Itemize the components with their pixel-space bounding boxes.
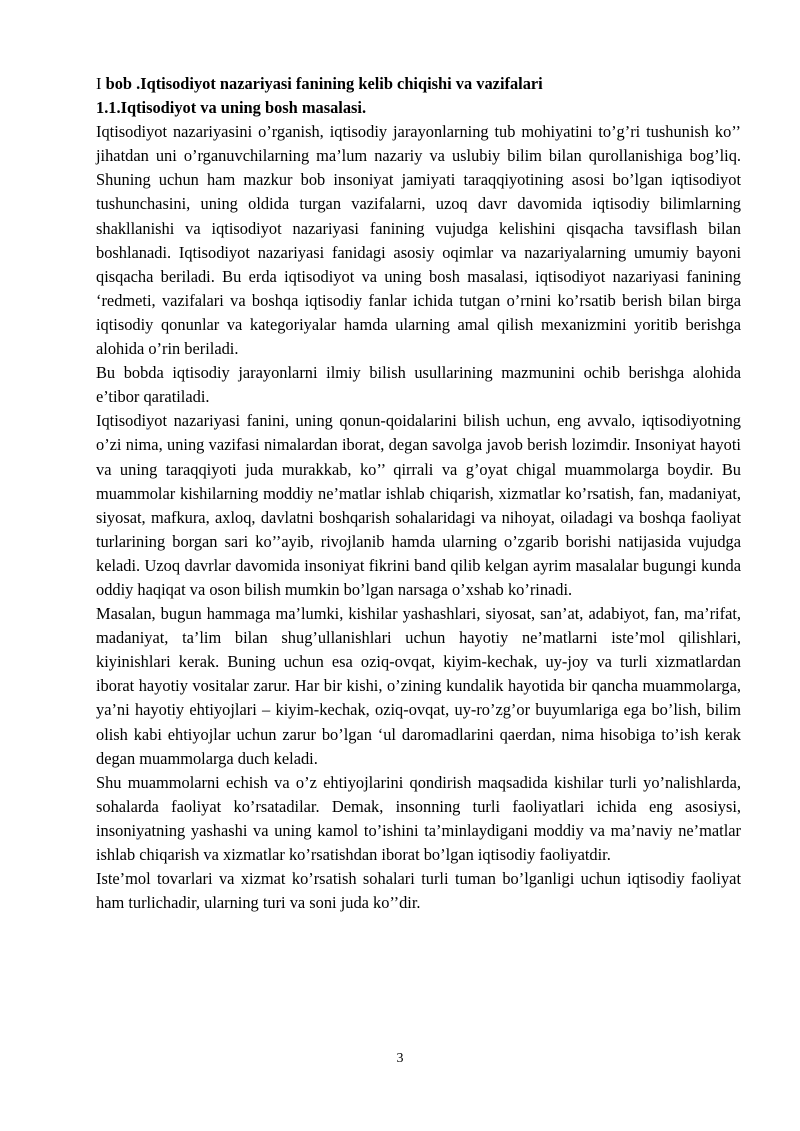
page-number: 3 (396, 1051, 404, 1066)
paragraph: Iqtisodiyot nazariyasini o’rganish, iqtisodiy jarayonlarning tub mohiyatini to’g’ri tushunish ko’’ jihatdan uni o’rganuvchilarning ma’lum nazariy va uslubiy bilim bilan qurollanishiga bog’liq. Shuning uchun ham mazkur bob insoniyat jamiyati taraqqiyotining asosi bo’lgan iqtisodiyot tushunchasini, uning oldida turgan vazifalarni, uzoq davr davomida iqtisodiy bilimlarning shakllanishi va iqtisodiyot nazariyasi fanining vujudga kelishini qisqacha tavsiflash bilan boshlanadi. Iqtisodiyot nazariyasi fanidagi asosiy oqimlar va nazariyalarning umumiy bayoni qisqacha beriladi. Bu erda iqtisodiyot va uning bosh masalasi, iqtisodiyot nazariyasi fanining ‘redmeti, vazifalari va boshqa iqtisodiy fanlar ichida tutgan o’rnini ko’rsatib berish bilan birga iqtisodiy qonunlar va kategoriyalar hamda ularning amal qilish mexanizmini yoritib berishga alohida o’rin beriladi. (96, 122, 741, 359)
paragraph: Iste’mol tovarlari va xizmat ko’rsatish sohalari turli tuman bo’lganligi uchun iqtisodiy faoliyat ham turlichadir, ularning turi va soni juda ko’’dir. (96, 869, 741, 913)
paragraph: Iqtisodiyot nazariyasi fanini, uning qonun-qoidalarini bilish uchun, eng avvalo, iqtisodiyotning o’zi nima, uning vazifasi nimalardan iborat, degan savolga javob berish lozimdir. Insoniyat hayoti va uning taraqqiyoti juda murakkab, ko’’ qirrali va g’oyat chigal muammolarga boydir. Bu muammolar kishilarning moddiy ne’matlar ishlab chiqarish, xizmatlar ko’rsatish, fan, madaniyat, siyosat, mafkura, axloq, davlatni boshqarish sohalaridagi va nihoyat, oiladagi va boshqa faoliyat turlarining borgan sari ko’’ayib, rivojlanib hamda ularning o’zgarib borishi natijasida vujudga keladi. Uzoq davrlar davomida insoniyat fikrini band qilib kelgan ayrim masalalar bugungi kunda oddiy haqiqat va oson bilish mumkin bo’lgan narsaga o’xshab ko’rinadi. (96, 411, 741, 599)
chapter-heading (96, 72, 741, 96)
section-heading: 1.1.Iqtisodiyot va uning bosh masalasi. (96, 98, 367, 118)
paragraph: Shu muammolarni echish va o’z ehtiyojlarini qondirish maqsadida kishilar turli yo’nalishlarda, sohalarda faoliyat ko’rsatadilar. Demak, insonning turli faoliyatlari ichida eng asosiysi, insoniyatning yashashi va uning kamol to’ishini ta’minlaydigani moddiy va ma’naviy ne’matlar ishlab chiqarish va xizmatlar ko’rsatishdan iborat bo’lgan iqtisodiy faoliyatdir. (96, 772, 741, 864)
chapter-number: I (96, 74, 102, 93)
chapter-title: bob .Iqtisodiyot nazariyasi fanining kelib chiqishi va vazifalari (105, 74, 543, 93)
paragraph: Bu bobda iqtisodiy jarayonlarni ilmiy bilish usullarining mazmunini ochib berishga alohida e’tibor qaratiladi. (96, 363, 741, 407)
paragraph: Masalan, bugun hammaga ma’lumki, kishilar yashashlari, siyosat, san’at, adabiyot, fan, ma’rifat, madaniyat, ta’lim bilan shug’ullanishlari uchun hayotiy ne’matlarni iste’mol qilishlari, kiyinishlari kerak. Buning uchun esa oziq-ovqat, kiyim-kechak, uy-joy va turli xizmatlardan iborat hayotiy vositalar zarur. Har bir kishi, o’zining kundalik hayotida bir qancha muammolarga, ya’ni hayotiy ehtiyojlari – kiyim-kechak, oziq-ovqat, uy-ro’zg’or buyumlariga ega bo’lish, bilim olish kabi ehtiyojlar uchun zarur bo’lgan ‘ul daromadlarini qaerdan, nima hisobiga to’ish kerak degan muammolarga duch keladi. (96, 604, 741, 768)
page-content (96, 72, 741, 915)
